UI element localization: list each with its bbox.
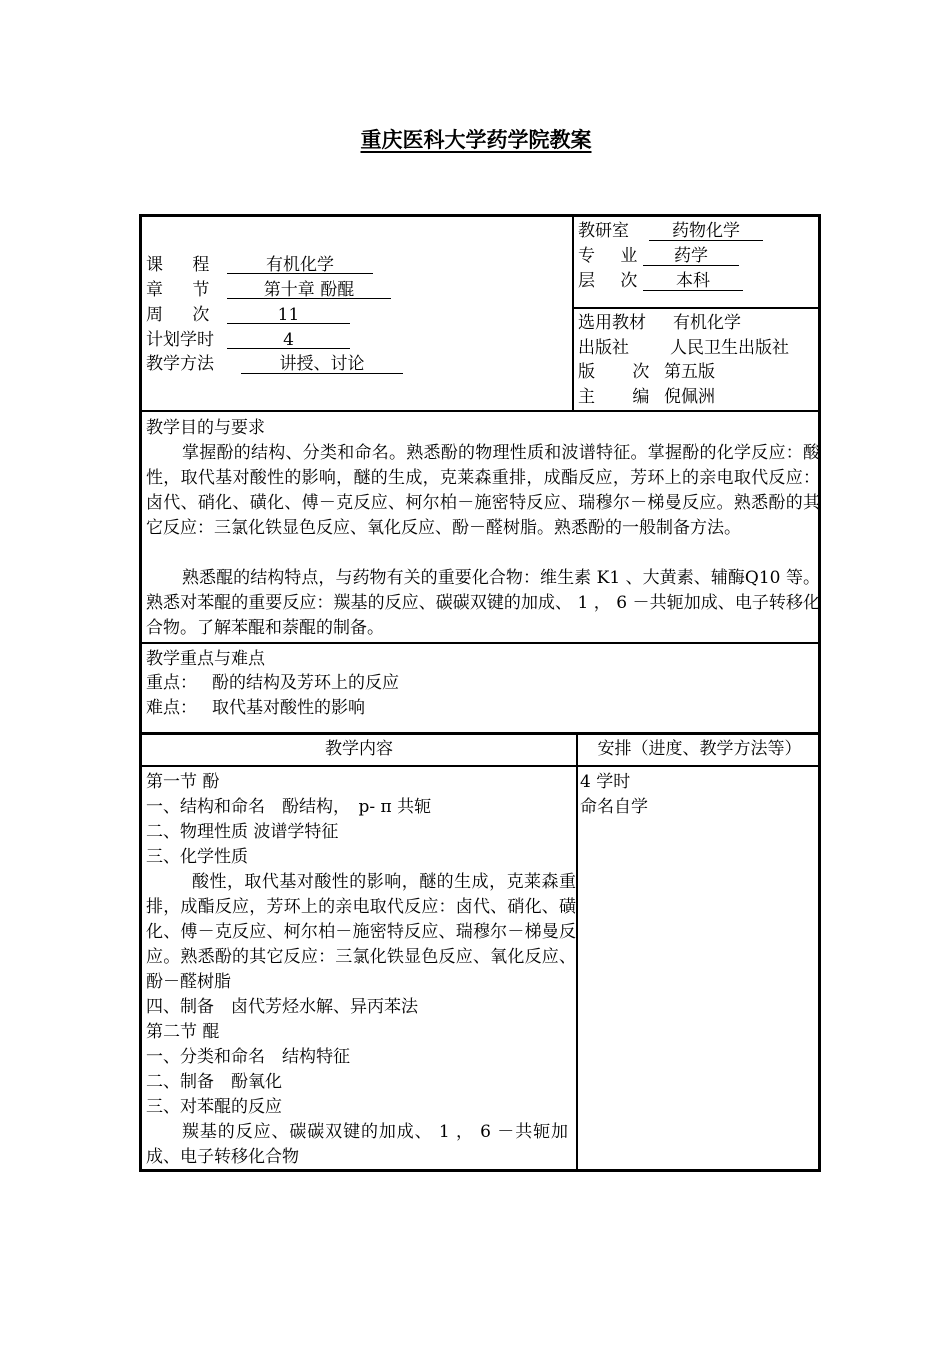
difficult-point-label: 难点： <box>146 698 197 718</box>
content-line: 二、制备 酚氧化 <box>146 1072 282 1092</box>
edition-value: 第五版 <box>664 362 715 382</box>
key-point-label: 重点： <box>146 673 197 693</box>
level-value: 本科 <box>676 271 710 291</box>
week-underline <box>227 323 350 324</box>
content-line: 一、结构和命名 酚结构， p- π 共轭 <box>146 797 432 817</box>
textbook-label: 选用教材 <box>578 313 646 333</box>
editor-value: 倪佩洲 <box>664 387 715 407</box>
dept-underline <box>649 240 763 241</box>
divider-keypoints-bottom <box>139 732 821 735</box>
chapter-label: 章 节 <box>146 280 222 300</box>
major-value: 药学 <box>674 246 708 266</box>
hours-underline <box>227 348 350 349</box>
content-line: 二、物理性质 波谱学特征 <box>146 822 339 842</box>
content-line: 三、对苯醌的反应 <box>146 1097 282 1117</box>
publisher-value: 人民卫生出版社 <box>670 338 789 358</box>
method-underline <box>241 373 403 374</box>
content-line: 四、制备 卤代芳烃水解、异丙苯法 <box>146 997 418 1017</box>
page-title <box>0 124 952 154</box>
week-label: 周 次 <box>146 305 222 325</box>
content-line: 第一节 酚 <box>146 772 220 792</box>
content-column-header: 教学内容 <box>325 739 393 759</box>
course-underline <box>227 273 373 274</box>
edition-label: 版 次 <box>578 362 666 382</box>
method-label: 教学方法 <box>146 354 214 374</box>
content-line: 三、化学性质 <box>146 847 248 867</box>
divider-header-bottom <box>139 765 821 767</box>
page-title-text: 重庆医科大学药学院教案 <box>360 128 592 152</box>
objectives-paragraph-1: 掌握酚的结构、分类和命名。熟悉酚的物理性质和波谱特征。掌握酚的化学反应：酸性，取代基对酸性的影响，醚的生成，克莱森重排，成酯反应，芳环上的亲电取代反应：卤代、硝化、磺化、傅－克反应、柯尔柏－施密特反应、瑞穆尔－梯曼反应。熟悉酚的其它反应：三氯化铁显色反应、氧化反应、酚－醛树脂。熟悉酚的一般制备方法。 <box>146 443 820 538</box>
chapter-underline <box>227 298 391 299</box>
major-underline <box>643 265 739 266</box>
objectives-heading: 教学目的与要求 <box>146 418 265 438</box>
arrangement-column-header: 安排（进度、教学方法等） <box>597 739 802 759</box>
content-line: 第二节 醌 <box>146 1022 220 1042</box>
divider-objectives-bottom <box>139 642 821 644</box>
method-value: 讲授、讨论 <box>279 354 365 374</box>
objectives-paragraph-2: 熟悉醌的结构特点，与药物有关的重要化合物：维生素 K1 、大黄素、辅酶Q10 等。熟悉对苯醌的重要反应：羰基的反应、碳碳双键的加成、 1 ， 6 －共轭加成、电子转移化合物。了解苯醌和萘醌的制备。 <box>146 568 820 638</box>
hours-label: 计划学时 <box>146 330 214 350</box>
divider-right-top <box>572 307 821 309</box>
chapter-value: 第十章 酚醌 <box>263 280 355 300</box>
editor-label: 主 编 <box>578 387 666 407</box>
course-label: 课 程 <box>146 255 222 275</box>
content-line: 一、分类和命名 结构特征 <box>146 1047 350 1067</box>
key-point-value: 酚的结构及芳环上的反应 <box>212 673 399 693</box>
week-value: 11 <box>277 305 300 325</box>
content-quinone-reactions: 羰基的反应、碳碳双键的加成、 1 ， 6 －共轭加成、电子转移化合物 <box>146 1122 568 1167</box>
divider-vertical-bottom <box>576 733 578 1171</box>
publisher-label: 出版社 <box>578 338 629 358</box>
divider-info-bottom <box>139 410 821 412</box>
level-underline <box>643 290 743 291</box>
arrangement-line: 命名自学 <box>580 797 648 817</box>
divider-vertical-top <box>572 214 574 411</box>
dept-label: 教研室 <box>578 221 629 241</box>
course-value: 有机化学 <box>266 255 334 275</box>
textbook-value: 有机化学 <box>673 313 741 333</box>
major-label: 专 业 <box>578 246 648 266</box>
content-chemical-properties: 酸性，取代基对酸性的影响，醚的生成，克莱森重排，成酯反应，芳环上的亲电取代反应：卤代、硝化、磺化、傅－克反应、柯尔柏－施密特反应、瑞穆尔－梯曼反应。熟悉酚的其它反应：三氯化铁显色反应、氧化反应、酚－醛树脂 <box>146 872 576 992</box>
level-label: 层 次 <box>578 271 648 291</box>
dept-value: 药物化学 <box>672 221 740 241</box>
hours-value: 4 <box>283 330 294 350</box>
keypoints-heading: 教学重点与难点 <box>146 649 265 669</box>
difficult-point-value: 取代基对酸性的影响 <box>212 698 365 718</box>
arrangement-line: 4 学时 <box>580 772 631 792</box>
